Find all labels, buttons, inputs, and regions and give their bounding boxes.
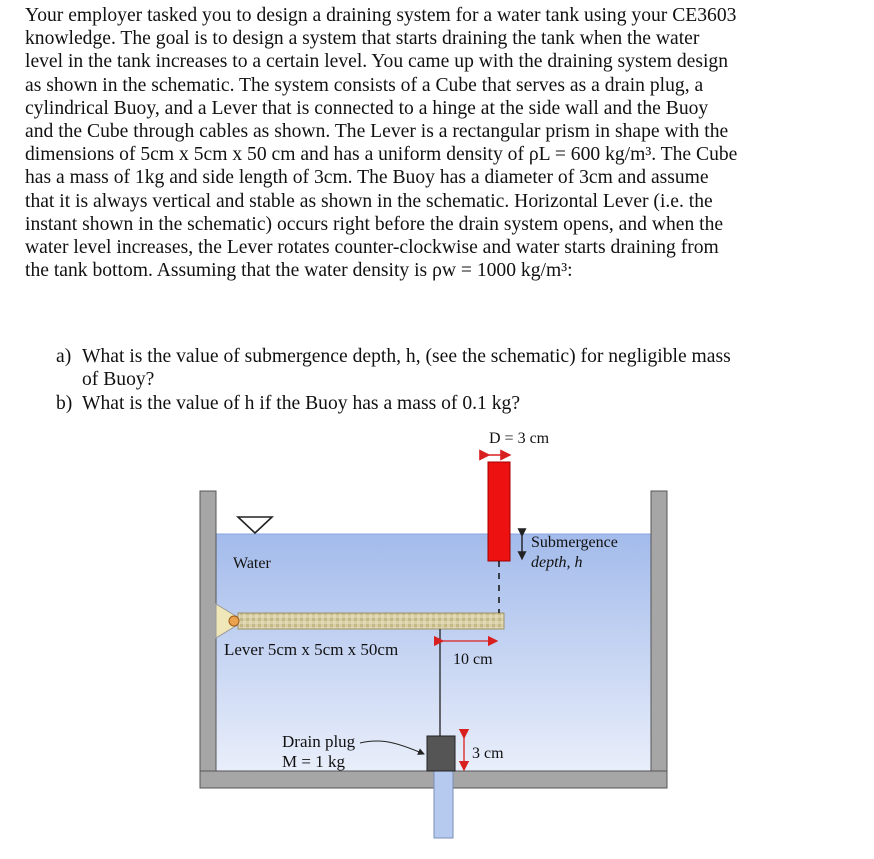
paragraph-line: water level increases, the Lever rotates counter-clockwise and water starts draining from xyxy=(25,237,719,259)
diameter-label: D = 3 cm xyxy=(489,430,550,447)
paragraph-line: dimensions of 5cm x 5cm x 50 cm and has a uniform density of ρL = 600 kg/m³. The Cube xyxy=(25,144,738,166)
lever-bar xyxy=(238,613,504,629)
drain-plug-cube xyxy=(427,736,455,771)
question-label: a) xyxy=(56,346,72,367)
paragraph-line: cylindrical Buoy, and a Lever that is connected to a hinge at the side wall and the Buoy xyxy=(25,97,709,119)
paragraph-line: that it is always vertical and stable as shown in the schematic. Horizontal Lever (i.e. the xyxy=(25,190,713,212)
question-line: What is the value of submergence depth, h, (see the schematic) for negligible mass xyxy=(82,346,731,367)
cube-size-label: 3 cm xyxy=(472,745,504,762)
buoy xyxy=(488,462,510,561)
paragraph-line: the tank bottom. Assuming that the water density is ρw = 1000 kg/m³: xyxy=(25,260,573,282)
submergence-label-1: Submergence xyxy=(531,534,618,551)
right-wall xyxy=(651,491,667,771)
paragraph-line: level in the tank increases to a certain level. You came up with the draining system design xyxy=(25,51,729,73)
water-level-triangle-icon xyxy=(238,517,272,533)
question-line: What is the value of h if the Buoy has a mass of 0.1 kg? xyxy=(82,393,521,415)
paragraph-line: instant shown in the schematic) occurs right before the drain system opens, and when the xyxy=(25,213,724,235)
lever-label: Lever 5cm x 5cm x 50cm xyxy=(224,640,399,659)
paragraph-line: Your employer tasked you to design a draining system for a water tank using your CE3603 xyxy=(25,5,737,26)
water-label: Water xyxy=(233,555,271,572)
left-wall xyxy=(200,491,216,771)
submergence-label-2: depth, h xyxy=(531,554,583,571)
paragraph-line: knowledge. The goal is to design a system that starts draining the tank when the water xyxy=(25,28,700,50)
paragraph-line: has a mass of 1kg and side length of 3cm. The Buoy has a diameter of 3cm and assume xyxy=(25,167,709,189)
question-line: of Buoy? xyxy=(82,369,155,391)
paragraph-line: and the Cube through cables as shown. The Lever is a rectangular prism in shape with the xyxy=(25,121,729,143)
spacing-label: 10 cm xyxy=(453,651,493,668)
hinge-pin-icon xyxy=(229,616,239,626)
plug-label-1: Drain plug xyxy=(282,732,356,751)
paragraph-line: as shown in the schematic. The system consists of a Cube that serves as a drain plug, a xyxy=(25,74,704,96)
plug-label-2: M = 1 kg xyxy=(282,752,345,771)
drain-pipe xyxy=(434,771,453,838)
question-label: b) xyxy=(56,393,73,415)
